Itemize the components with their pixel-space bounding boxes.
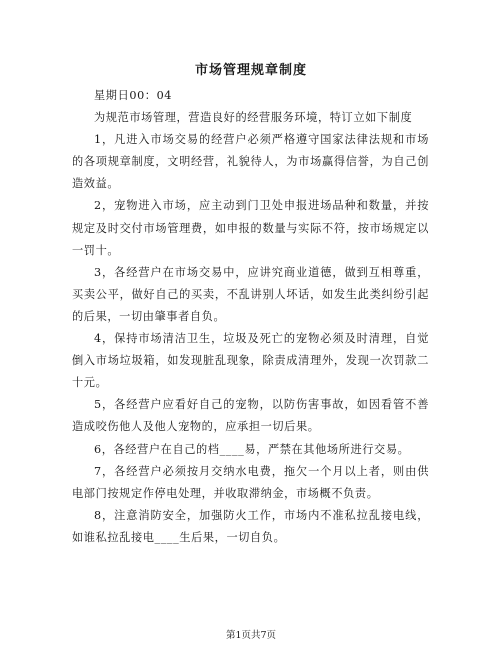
document-body	[72, 85, 429, 549]
paragraph-5: 5，各经营户应看好自己的宠物，以防伤害事故，如因看管不善造成咬伤他人及他人宠物的，应承担一切后果。	[72, 398, 429, 434]
document-title: 市场管理规章制度	[194, 63, 307, 78]
paragraph-intro: 为规范市场管理，营造良好的经营服务环境，特订立如下制度	[94, 111, 413, 125]
paragraph-4: 4，保持市场清洁卫生，垃圾及死亡的宠物必须及时清理，自觉倒入市场垃圾箱，如发现脏乱现象，除责成清理外，发现一次罚款二十元。	[72, 332, 429, 390]
page-footer: 第1页共7页	[225, 630, 277, 641]
date-line: 星期日00：04	[94, 89, 173, 102]
paragraph-8: 8，注意消防安全，加强防火工作，市场内不准私拉乱接电线，如谁私拉乱接电____生后果，一切自负。	[72, 508, 429, 544]
paragraph-7: 7，各经营户必须按月交纳水电费，拖欠一个月以上者，则由供电部门按规定作停电处理，并收取滞纳金，市场概不负责。	[72, 464, 429, 500]
paragraph-1: 1，凡进入市场交易的经营户必须严格遵守国家法律法规和市场的各项规章制度，文明经营，礼貌待人，为市场赢得信誉，为自己创造效益。	[72, 133, 429, 191]
paragraph-6: 6，各经营户在自己的档____易，严禁在其他场所进行交易。	[94, 442, 410, 456]
paragraph-2: 2，宠物进入市场，应主动到门卫处申报进场品种和数量，并按规定及时交付市场管理费，如申报的数量与实际不符，按市场规定以一罚十。	[72, 199, 429, 257]
paragraph-3: 3，各经营户在市场交易中，应讲究商业道德，做到互相尊重，买卖公平，做好自己的买卖，不乱讲别人坏话，如发生此类纠纷引起的后果，一切由肇事者自负。	[72, 265, 429, 323]
